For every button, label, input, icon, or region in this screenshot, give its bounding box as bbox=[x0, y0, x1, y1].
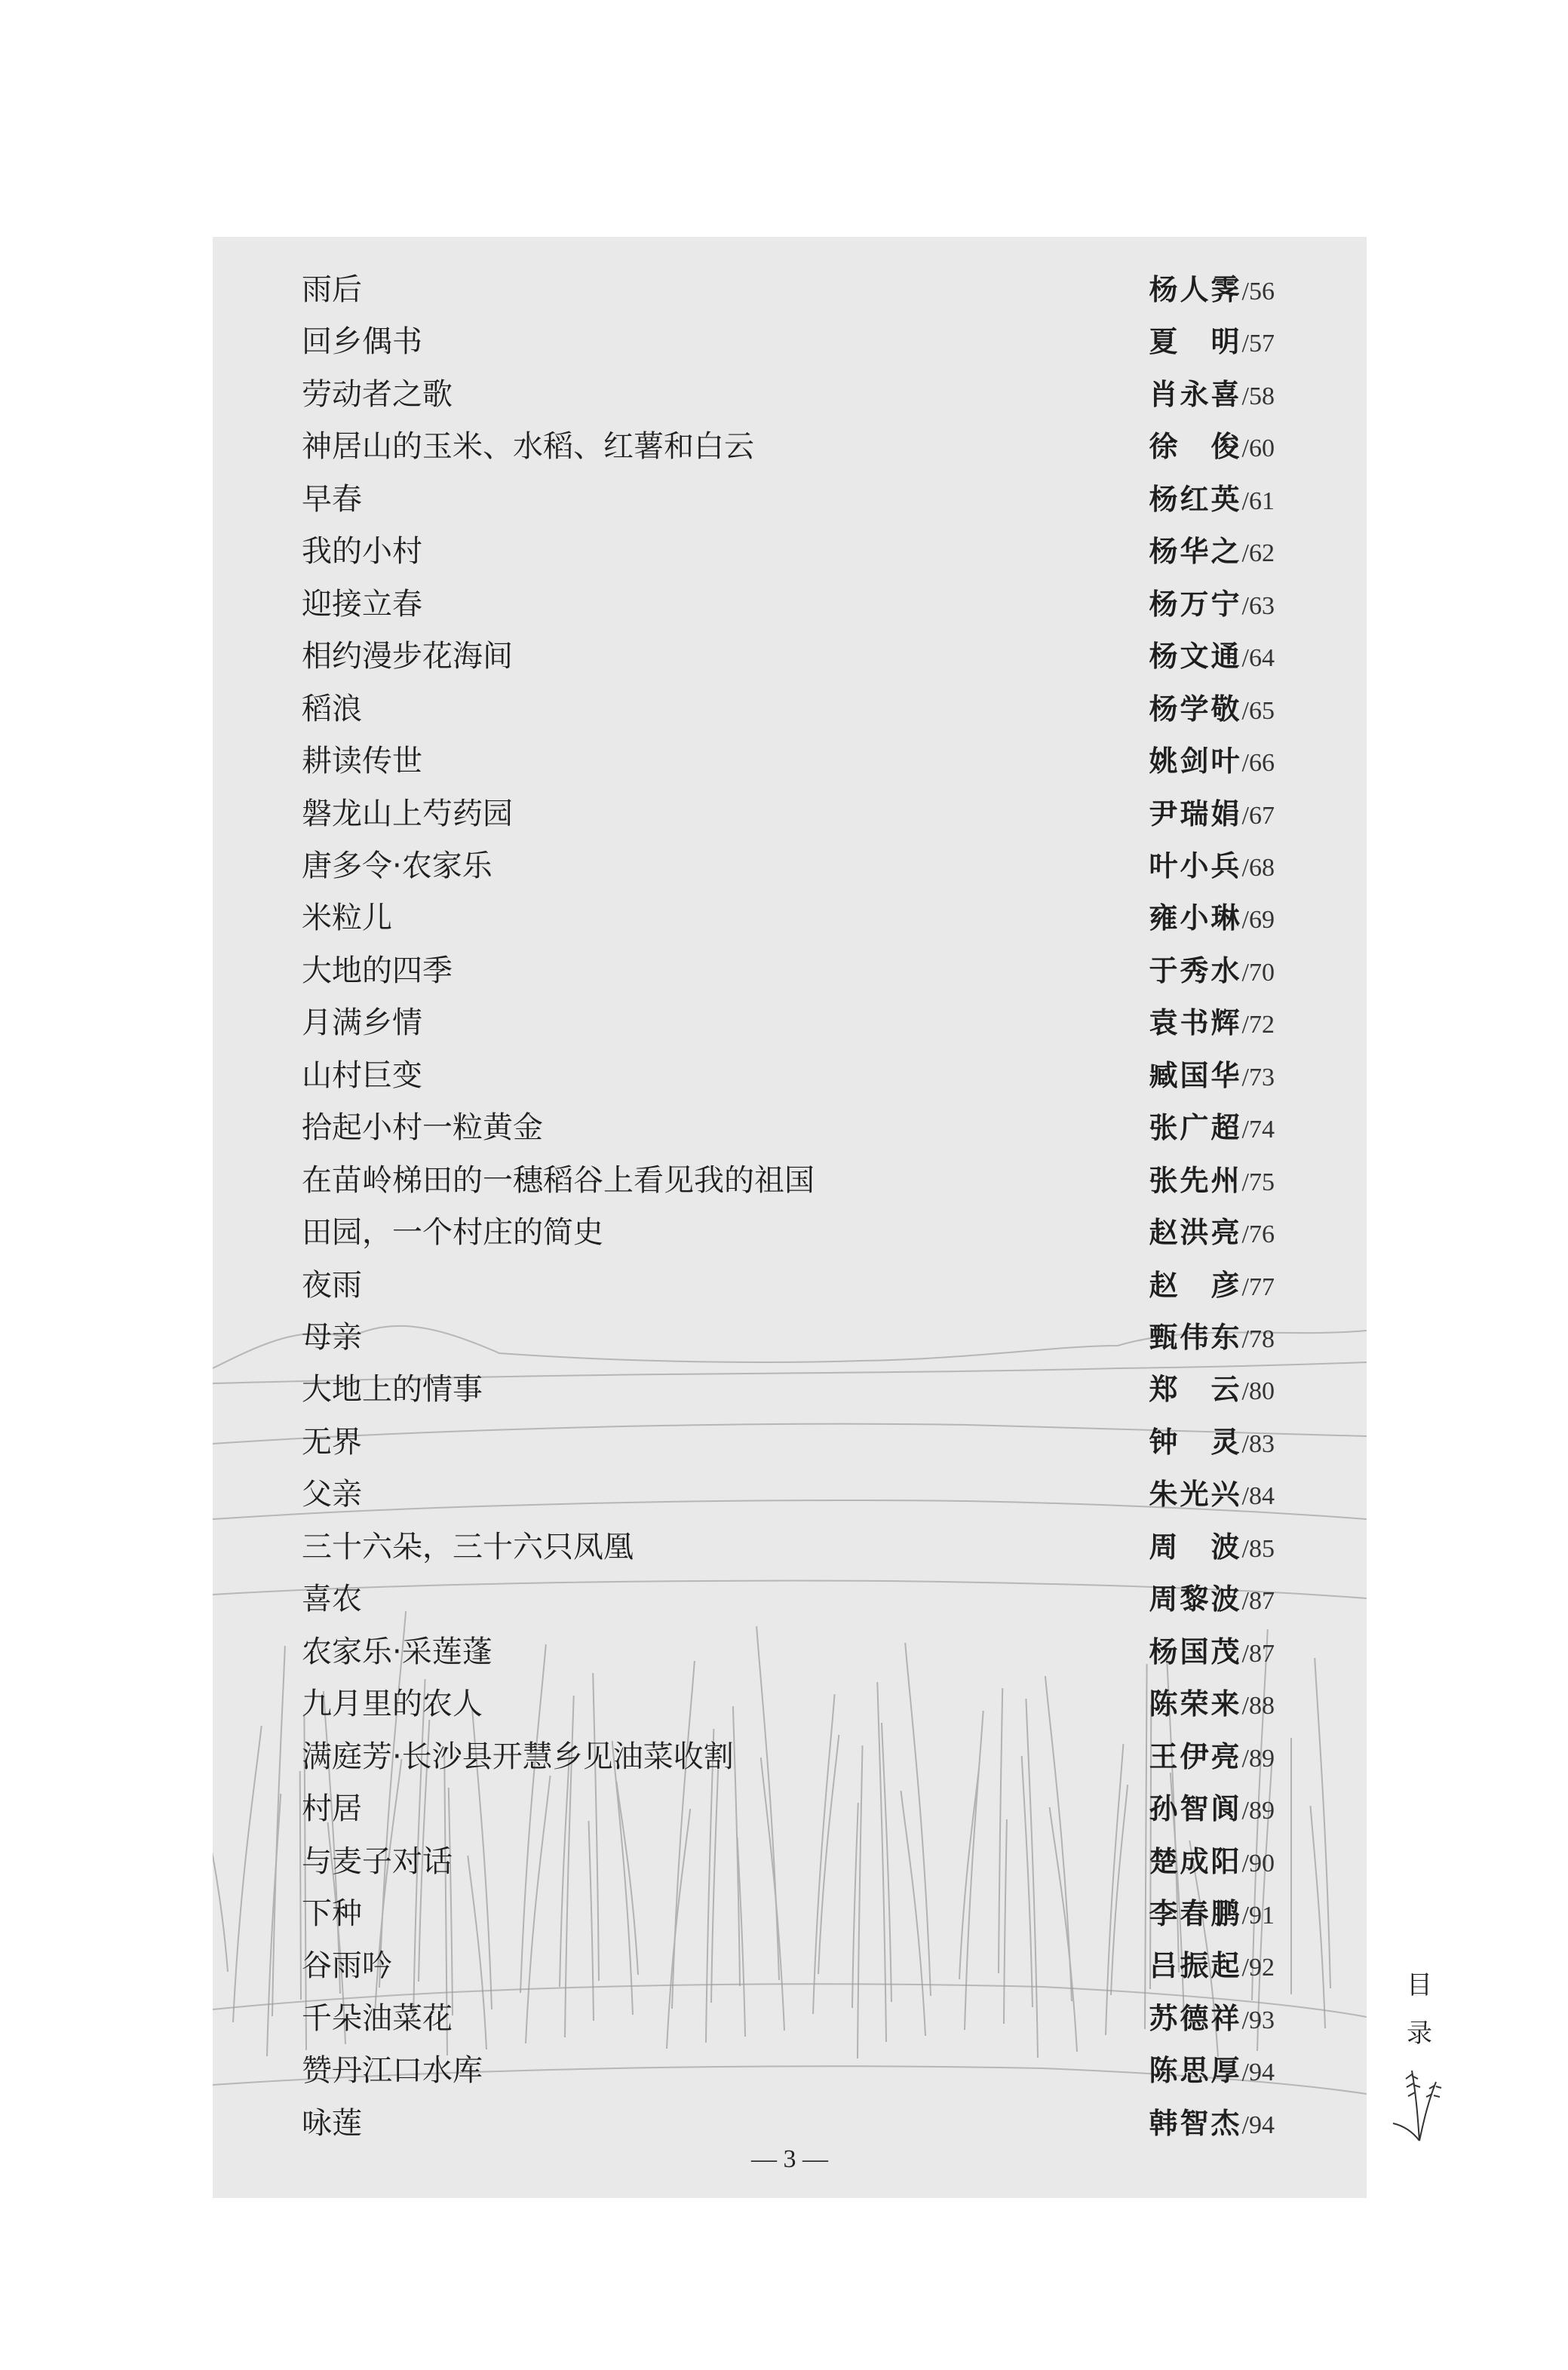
toc-entry bbox=[302, 1629, 1275, 1675]
toc-meta bbox=[1149, 686, 1275, 738]
toc-meta bbox=[1149, 424, 1275, 475]
toc-author: 陈荣来 bbox=[1149, 1687, 1242, 1721]
toc-separator: / bbox=[1241, 2058, 1249, 2087]
toc-separator: / bbox=[1241, 1692, 1249, 1721]
toc-page-number: 73 bbox=[1249, 1063, 1275, 1091]
toc-title: 农家乐·采莲蓬 bbox=[302, 1634, 492, 1669]
toc-meta bbox=[1149, 1420, 1275, 1471]
toc-entry bbox=[302, 1576, 1275, 1622]
toc-title: 在苗岭梯田的一穗稻谷上看见我的祖国 bbox=[302, 1162, 815, 1198]
toc-meta bbox=[1149, 267, 1275, 318]
toc-title: 米粒儿 bbox=[302, 901, 392, 936]
toc-entry bbox=[302, 1943, 1275, 1988]
toc-author: 杨学敬 bbox=[1149, 691, 1242, 726]
toc-meta bbox=[1149, 1367, 1275, 1418]
toc-separator: / bbox=[1241, 1587, 1249, 1616]
toc-entry bbox=[302, 895, 1275, 941]
toc-title: 唐多令·农家乐 bbox=[302, 848, 492, 883]
toc-separator: / bbox=[1241, 1849, 1249, 1877]
toc-title: 田园，一个村庄的简史 bbox=[302, 1215, 603, 1251]
toc-page-number: 65 bbox=[1249, 696, 1275, 725]
toc-page-number: 92 bbox=[1249, 1954, 1275, 1982]
toc-title: 与麦子对话 bbox=[302, 1844, 453, 1879]
toc-author: 孙智阆 bbox=[1149, 1791, 1242, 1826]
toc-author: 臧国华 bbox=[1149, 1058, 1242, 1092]
toc-author: 肖永喜 bbox=[1149, 376, 1242, 411]
toc-page-number: 78 bbox=[1249, 1325, 1275, 1353]
toc-meta bbox=[1149, 634, 1275, 685]
toc-page-number: 74 bbox=[1249, 1116, 1275, 1144]
toc-author: 吕振起 bbox=[1149, 1948, 1242, 1983]
toc-meta bbox=[1149, 1734, 1275, 1785]
page-number: — 3 — bbox=[751, 2145, 828, 2173]
toc-title: 满庭芳·长沙县开慧乡见油菜收割 bbox=[302, 1739, 734, 1774]
toc-page-number: 68 bbox=[1249, 853, 1275, 882]
toc-author: 叶小兵 bbox=[1149, 848, 1242, 883]
toc-separator: / bbox=[1241, 801, 1249, 830]
toc-meta bbox=[1149, 529, 1275, 580]
toc-entry bbox=[302, 1524, 1275, 1570]
toc-title: 九月里的农人 bbox=[302, 1687, 483, 1722]
toc-entry bbox=[302, 1891, 1275, 1936]
toc-title: 无界 bbox=[302, 1424, 362, 1460]
toc-meta bbox=[1149, 1315, 1275, 1366]
toc-page-number: 80 bbox=[1249, 1377, 1275, 1406]
toc-page-number: 91 bbox=[1249, 1901, 1275, 1929]
toc-title: 回乡偶书 bbox=[302, 324, 422, 360]
toc-entry bbox=[302, 319, 1275, 364]
toc-page-number: 62 bbox=[1249, 539, 1275, 568]
toc-entry bbox=[302, 1263, 1275, 1308]
toc-author: 朱光兴 bbox=[1149, 1477, 1242, 1512]
toc-entry bbox=[302, 582, 1275, 627]
toc-meta bbox=[1149, 1105, 1275, 1156]
toc-meta bbox=[1149, 1943, 1275, 1994]
toc-title: 下种 bbox=[302, 1896, 362, 1931]
toc-separator: / bbox=[1241, 1797, 1249, 1825]
toc-title: 雨后 bbox=[302, 272, 362, 307]
toc-page-number: 61 bbox=[1249, 487, 1275, 515]
toc-entry bbox=[302, 1367, 1275, 1412]
toc-page-number: 87 bbox=[1249, 1639, 1275, 1668]
toc-separator: / bbox=[1241, 1954, 1249, 1982]
toc-meta bbox=[1149, 2101, 1275, 2152]
toc-entry bbox=[302, 1472, 1275, 1517]
toc-entry bbox=[302, 634, 1275, 679]
toc-meta bbox=[1149, 582, 1275, 633]
toc-page-number: 89 bbox=[1249, 1797, 1275, 1825]
toc-title: 月满乡情 bbox=[302, 1005, 422, 1041]
toc-separator: / bbox=[1241, 539, 1249, 568]
toc-author: 姚剑叶 bbox=[1149, 744, 1242, 778]
toc-title: 稻浪 bbox=[302, 691, 362, 726]
toc-title: 母亲 bbox=[302, 1320, 362, 1355]
toc-author: 李春鹏 bbox=[1149, 1896, 1242, 1930]
toc-meta bbox=[1149, 1053, 1275, 1104]
toc-author: 韩智杰 bbox=[1149, 2105, 1242, 2140]
toc-title: 千朵油菜花 bbox=[302, 2000, 453, 2036]
toc-page-number: 87 bbox=[1249, 1587, 1275, 1616]
toc-page-number: 84 bbox=[1249, 1482, 1275, 1511]
toc-separator: / bbox=[1241, 853, 1249, 882]
toc-entry bbox=[302, 948, 1275, 993]
toc-entry bbox=[302, 686, 1275, 732]
wheat-icon bbox=[1382, 2059, 1457, 2142]
toc-title: 磐龙山上芍药园 bbox=[302, 796, 513, 831]
toc-title: 神居山的玉米、水稻、红薯和白云 bbox=[302, 429, 754, 465]
toc-separator: / bbox=[1241, 2111, 1249, 2139]
toc-separator: / bbox=[1241, 330, 1249, 358]
toc-separator: / bbox=[1241, 382, 1249, 410]
toc-page-number: 57 bbox=[1249, 330, 1275, 358]
toc-separator: / bbox=[1241, 906, 1249, 935]
toc-author: 陈思厚 bbox=[1149, 2053, 1242, 2088]
toc-author: 郑 云 bbox=[1149, 1372, 1242, 1407]
toc-separator: / bbox=[1241, 1325, 1249, 1353]
toc-separator: / bbox=[1241, 1482, 1249, 1511]
toc-author: 周 波 bbox=[1149, 1529, 1242, 1564]
toc-author: 王伊亮 bbox=[1149, 1739, 1242, 1773]
toc-separator: / bbox=[1241, 958, 1249, 987]
toc-separator: / bbox=[1241, 644, 1249, 673]
toc-title: 咏莲 bbox=[302, 2105, 362, 2141]
toc-meta bbox=[1149, 1629, 1275, 1681]
toc-page-number: 72 bbox=[1249, 1011, 1275, 1039]
toc-separator: / bbox=[1241, 1639, 1249, 1668]
toc-separator: / bbox=[1241, 278, 1249, 305]
toc-meta bbox=[1149, 1524, 1275, 1576]
toc-meta bbox=[1149, 319, 1275, 370]
toc-author: 赵洪亮 bbox=[1149, 1215, 1242, 1250]
toc-page-number: 69 bbox=[1249, 906, 1275, 935]
toc-separator: / bbox=[1241, 2006, 1249, 2034]
toc-panel bbox=[213, 237, 1367, 2198]
toc-page-number: 85 bbox=[1249, 1534, 1275, 1563]
toc-meta bbox=[1149, 1681, 1275, 1733]
toc-author: 雍小琳 bbox=[1149, 901, 1242, 935]
toc-author: 尹瑞娟 bbox=[1149, 796, 1242, 830]
toc-author: 杨文通 bbox=[1149, 639, 1242, 674]
toc-title: 劳动者之歌 bbox=[302, 376, 453, 412]
toc-entry bbox=[302, 2048, 1275, 2093]
toc-meta bbox=[1149, 1158, 1275, 1209]
toc-author: 杨国茂 bbox=[1149, 1634, 1242, 1669]
toc-meta bbox=[1149, 2048, 1275, 2099]
toc-author: 苏德祥 bbox=[1149, 2000, 1242, 2035]
toc-meta bbox=[1149, 1839, 1275, 1890]
toc-meta bbox=[1149, 738, 1275, 790]
toc-title: 相约漫步花海间 bbox=[302, 639, 513, 674]
toc-author: 甄伟东 bbox=[1149, 1320, 1242, 1354]
toc-author: 杨红英 bbox=[1149, 481, 1242, 516]
toc-page-number: 56 bbox=[1249, 278, 1275, 305]
toc-title: 村居 bbox=[302, 1791, 362, 1827]
toc-meta bbox=[1149, 1472, 1275, 1523]
toc-page-number: 88 bbox=[1249, 1692, 1275, 1721]
toc-author: 张先州 bbox=[1149, 1162, 1242, 1197]
toc-entry bbox=[302, 1315, 1275, 1360]
toc-entry bbox=[302, 2101, 1275, 2146]
toc-page-number: 58 bbox=[1249, 382, 1275, 410]
toc-entry bbox=[302, 1105, 1275, 1150]
toc-separator: / bbox=[1241, 1220, 1249, 1249]
toc-page-number: 89 bbox=[1249, 1744, 1275, 1773]
toc-author: 杨人霁 bbox=[1149, 272, 1242, 306]
toc-page-number: 93 bbox=[1249, 2006, 1275, 2034]
toc-page-number: 67 bbox=[1249, 801, 1275, 830]
toc-separator: / bbox=[1241, 1116, 1249, 1144]
toc-meta bbox=[1149, 1786, 1275, 1837]
toc-title: 夜雨 bbox=[302, 1267, 362, 1303]
toc-title: 父亲 bbox=[302, 1477, 362, 1512]
toc-meta bbox=[1149, 1263, 1275, 1314]
toc-page-number: 66 bbox=[1249, 749, 1275, 778]
toc-author: 楚成阳 bbox=[1149, 1844, 1242, 1878]
toc-author: 袁书辉 bbox=[1149, 1005, 1242, 1040]
toc-entry bbox=[302, 372, 1275, 417]
toc-separator: / bbox=[1241, 1744, 1249, 1773]
toc-entry bbox=[302, 1210, 1275, 1255]
toc-separator: / bbox=[1241, 1429, 1249, 1458]
toc-author: 杨万宁 bbox=[1149, 586, 1242, 621]
toc-title: 赞丹江口水库 bbox=[302, 2053, 483, 2089]
toc-page-number: 76 bbox=[1249, 1220, 1275, 1249]
toc-separator: / bbox=[1241, 434, 1249, 463]
toc-page-number: 75 bbox=[1249, 1168, 1275, 1196]
toc-entry bbox=[302, 1000, 1275, 1045]
toc-page-number: 94 bbox=[1249, 2111, 1275, 2139]
toc-author: 杨华之 bbox=[1149, 534, 1242, 569]
toc-title: 迎接立春 bbox=[302, 586, 422, 622]
toc-separator: / bbox=[1241, 487, 1249, 515]
toc-separator: / bbox=[1241, 696, 1249, 725]
toc-meta bbox=[1149, 1891, 1275, 1942]
toc-meta bbox=[1149, 372, 1275, 423]
toc-entry bbox=[302, 529, 1275, 574]
toc-author: 于秀水 bbox=[1149, 953, 1242, 987]
toc-meta bbox=[1149, 948, 1275, 999]
toc-separator: / bbox=[1241, 1901, 1249, 1929]
toc-page-number: 60 bbox=[1249, 434, 1275, 463]
toc-separator: / bbox=[1241, 591, 1249, 620]
toc-entry bbox=[302, 791, 1275, 837]
toc-author: 钟 灵 bbox=[1149, 1424, 1242, 1459]
toc-title: 早春 bbox=[302, 481, 362, 517]
toc-title: 大地上的情事 bbox=[302, 1372, 483, 1408]
toc-entry bbox=[302, 738, 1275, 784]
toc-entry bbox=[302, 1786, 1275, 1831]
toc-author: 夏 明 bbox=[1149, 324, 1242, 359]
toc-title: 谷雨吟 bbox=[302, 1948, 392, 1984]
toc-meta bbox=[1149, 1996, 1275, 2047]
toc-author: 周黎波 bbox=[1149, 1582, 1242, 1616]
section-label-char: 录 bbox=[1407, 2018, 1432, 2049]
toc-meta bbox=[1149, 1576, 1275, 1628]
toc-meta bbox=[1149, 895, 1275, 947]
toc-title: 山村巨变 bbox=[302, 1058, 422, 1093]
toc-title: 拾起小村一粒黄金 bbox=[302, 1110, 543, 1146]
toc-separator: / bbox=[1241, 1534, 1249, 1563]
section-label-char: 目 bbox=[1407, 1970, 1432, 2000]
toc-author: 赵 彦 bbox=[1149, 1267, 1242, 1302]
toc-page-number: 77 bbox=[1249, 1272, 1275, 1301]
toc-separator: / bbox=[1241, 1011, 1249, 1039]
toc-meta bbox=[1149, 1210, 1275, 1261]
toc-entry bbox=[302, 843, 1275, 889]
toc-entry bbox=[302, 1839, 1275, 1884]
toc-title: 喜农 bbox=[302, 1582, 362, 1617]
toc-title: 我的小村 bbox=[302, 534, 422, 569]
toc-separator: / bbox=[1241, 1377, 1249, 1406]
toc-page-number: 94 bbox=[1249, 2058, 1275, 2087]
section-label bbox=[1404, 1961, 1435, 2058]
toc-entry bbox=[302, 1053, 1275, 1098]
toc-meta bbox=[1149, 791, 1275, 843]
toc-meta bbox=[1149, 477, 1275, 528]
toc-author: 张广超 bbox=[1149, 1110, 1242, 1145]
toc-separator: / bbox=[1241, 749, 1249, 778]
toc-separator: / bbox=[1241, 1063, 1249, 1091]
toc-entry bbox=[302, 477, 1275, 522]
toc-title: 耕读传世 bbox=[302, 744, 422, 779]
toc-separator: / bbox=[1241, 1272, 1249, 1301]
toc-entry bbox=[302, 1420, 1275, 1465]
toc-title: 三十六朵，三十六只凤凰 bbox=[302, 1529, 634, 1564]
toc-entry bbox=[302, 1996, 1275, 2041]
toc-entry bbox=[302, 1681, 1275, 1727]
toc-title: 大地的四季 bbox=[302, 953, 453, 988]
toc-page-number: 70 bbox=[1249, 958, 1275, 987]
toc-entry bbox=[302, 424, 1275, 469]
toc-meta bbox=[1149, 1000, 1275, 1051]
toc-page-number: 63 bbox=[1249, 591, 1275, 620]
toc-page-number: 83 bbox=[1249, 1429, 1275, 1458]
toc-author: 徐 俊 bbox=[1149, 429, 1242, 464]
toc-separator: / bbox=[1241, 1168, 1249, 1196]
toc-page-number: 90 bbox=[1249, 1849, 1275, 1877]
toc-meta bbox=[1149, 843, 1275, 895]
toc-page-number: 64 bbox=[1249, 644, 1275, 673]
toc-entry bbox=[302, 267, 1275, 312]
toc-entry bbox=[302, 1158, 1275, 1203]
toc-entry bbox=[302, 1734, 1275, 1779]
